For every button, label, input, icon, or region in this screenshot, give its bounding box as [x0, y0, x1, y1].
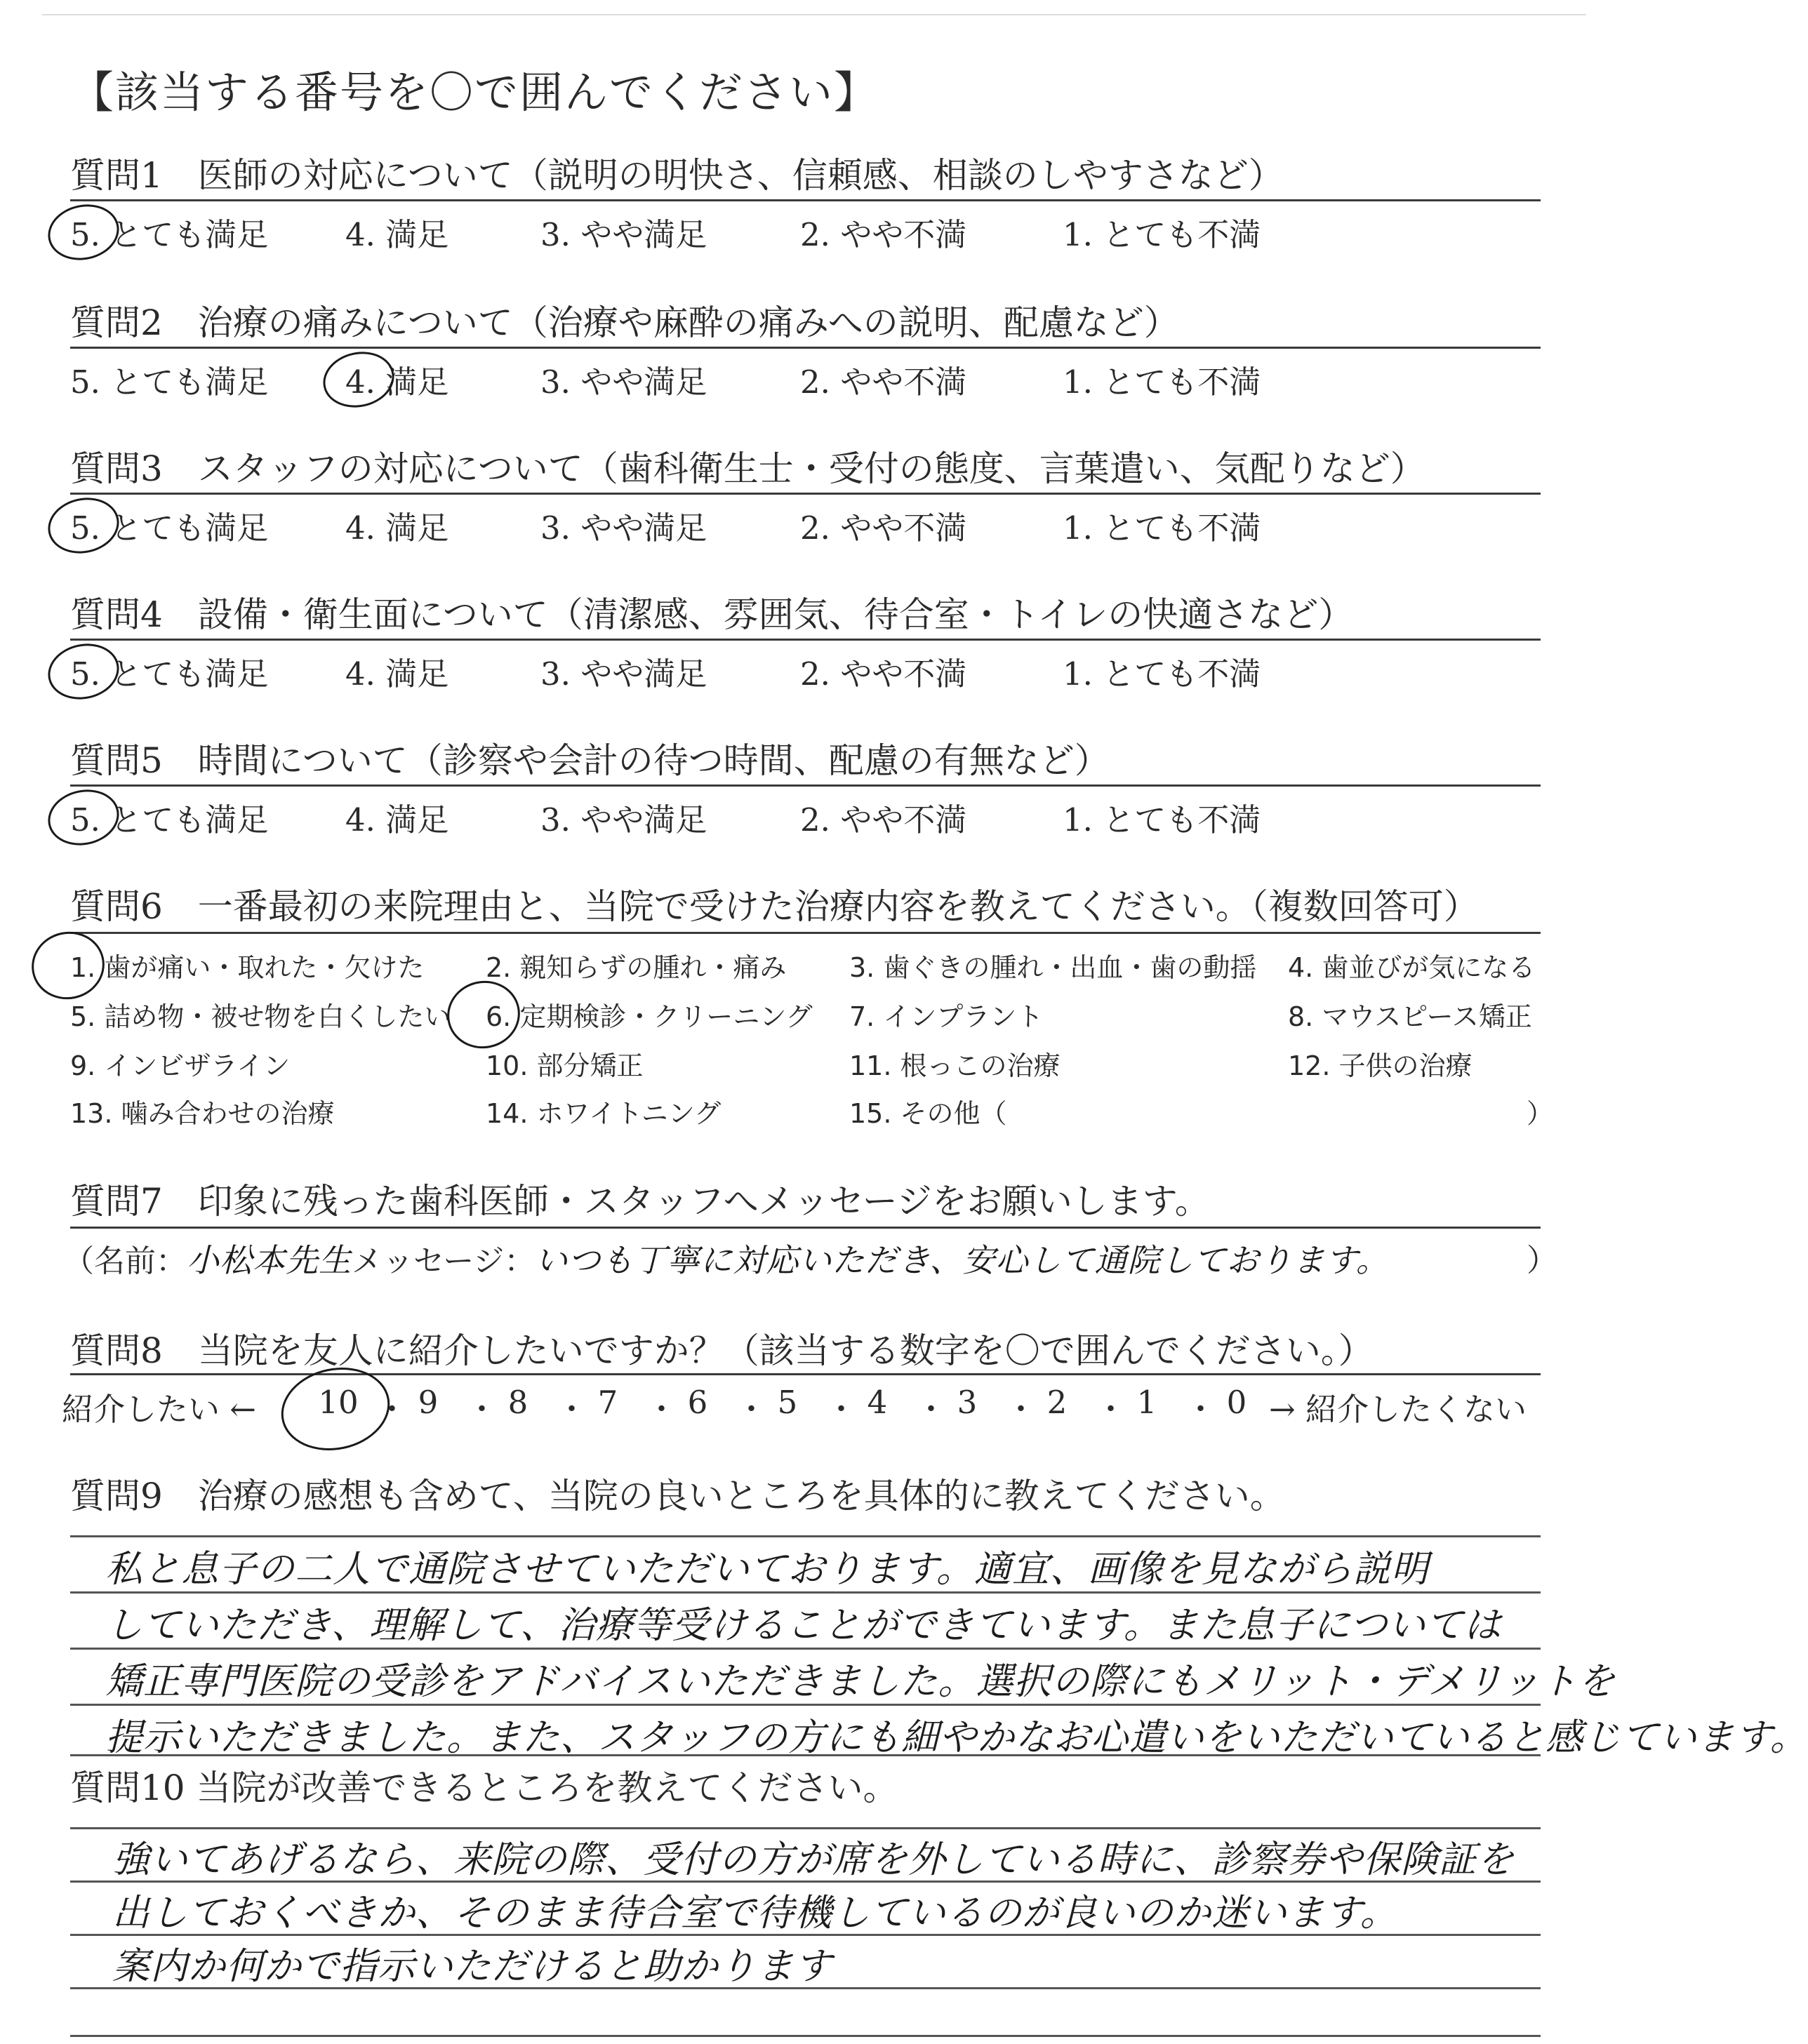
q8-right-label: → 紹介したくない: [1269, 1391, 1527, 1428]
q10-title: 質問10 当院が改善できるところを教えてください。: [70, 1768, 898, 1808]
q4-rule: [70, 639, 1541, 641]
q1-option-1[interactable]: 1. とても不満: [1063, 216, 1261, 253]
q1-option-5[interactable]: 5. とても満足: [70, 216, 269, 253]
q8-scale-separator: ・: [825, 1391, 858, 1428]
q8-rule: [70, 1373, 1541, 1375]
q6-option-8[interactable]: 8. マウスピース矯正: [1288, 1001, 1532, 1032]
q6-option-12[interactable]: 12. 子供の治療: [1288, 1050, 1473, 1081]
q9-answer-rule: [70, 1535, 1541, 1537]
q3-option-5[interactable]: 5. とても満足: [70, 509, 269, 547]
q8-scale-6[interactable]: 6: [687, 1384, 708, 1421]
q6-selection-circle-1: [25, 925, 111, 1006]
q6-option-10[interactable]: 10. 部分矯正: [486, 1050, 644, 1081]
q8-scale-separator: ・: [1005, 1391, 1037, 1428]
q5-option-4[interactable]: 4. 満足: [345, 801, 449, 839]
q10-answer-line-2: 出しておくべきか、そのまま待合室で待機しているのが良いのか迷います。: [112, 1892, 1398, 1935]
q8-scale-3[interactable]: 3: [957, 1384, 978, 1421]
q6-other-close: ）: [1527, 1098, 1554, 1129]
q8-scale-10[interactable]: 10: [318, 1384, 359, 1421]
q10-answer-rule: [70, 1827, 1541, 1829]
q9-title: 質問9 治療の感想も含めて、当院の良いところを具体的に教えてください。: [70, 1476, 1285, 1516]
q1-option-4[interactable]: 4. 満足: [345, 216, 449, 253]
q6-rule: [70, 932, 1541, 934]
q7-name: 小松本先生: [187, 1241, 352, 1279]
q8-scale-separator: ・: [376, 1391, 408, 1428]
q8-scale-9[interactable]: 9: [418, 1384, 439, 1421]
q3-selection-circle: [43, 491, 124, 560]
q6-option-5[interactable]: 5. 詰め物・被せ物を白くしたい: [70, 1001, 451, 1032]
q4-option-2[interactable]: 2. やや不満: [800, 655, 967, 693]
q4-option-4[interactable]: 4. 満足: [345, 655, 449, 693]
q9-answer-line-2: していただき、理解して、治療等受けることができています。また息子については: [105, 1604, 1502, 1647]
q2-option-3[interactable]: 3. やや満足: [540, 363, 707, 401]
q6-option-2[interactable]: 2. 親知らずの腫れ・痛み: [486, 952, 787, 983]
q8-scale-0[interactable]: 0: [1226, 1384, 1247, 1421]
q6-option-11[interactable]: 11. 根っこの治療: [849, 1050, 1061, 1081]
q1-option-3[interactable]: 3. やや満足: [540, 216, 707, 253]
q6-option-9[interactable]: 9. インビザライン: [70, 1050, 291, 1081]
q2-title: 質問2 治療の痛みについて（治療や麻酔の痛みへの説明、配慮など）: [70, 302, 1179, 343]
q4-option-3[interactable]: 3. やや満足: [540, 655, 707, 693]
q6-option-3[interactable]: 3. 歯ぐきの腫れ・出血・歯の動揺: [849, 952, 1257, 983]
q1-rule: [70, 199, 1541, 201]
q8-scale-7[interactable]: 7: [597, 1384, 618, 1421]
q6-option-6[interactable]: 6. 定期検診・クリーニング: [486, 1001, 813, 1032]
q8-scale-separator: ・: [736, 1391, 768, 1428]
q8-scale-8[interactable]: 8: [507, 1384, 529, 1421]
q6-selection-circle-6: [441, 974, 526, 1055]
q2-option-5[interactable]: 5. とても満足: [70, 363, 269, 401]
q8-scale-1[interactable]: 1: [1136, 1384, 1157, 1421]
q3-option-4[interactable]: 4. 満足: [345, 509, 449, 547]
q7-message-label: メッセージ：: [352, 1243, 536, 1279]
q8-scale-separator: ・: [1185, 1391, 1217, 1428]
q3-option-1[interactable]: 1. とても不満: [1063, 509, 1261, 547]
q5-option-2[interactable]: 2. やや不満: [800, 801, 967, 839]
q6-option-13[interactable]: 13. 噛み合わせの治療: [70, 1098, 335, 1129]
q3-rule: [70, 493, 1541, 495]
page-top-border: [42, 14, 1586, 15]
q1-option-2[interactable]: 2. やや不満: [800, 216, 967, 253]
q10-answer-line-1: 強いてあげるなら、来院の際、受付の方が席を外している時に、診察券や保険証を: [112, 1838, 1515, 1881]
q2-rule: [70, 347, 1541, 349]
q7-close: ）: [1527, 1243, 1557, 1278]
q8-scale-separator: ・: [556, 1391, 588, 1428]
q10-answer-rule: [70, 2035, 1541, 2037]
q2-option-4[interactable]: 4. 満足: [345, 363, 449, 401]
q6-title: 質問6 一番最初の来院理由と、当院で受けた治療内容を教えてください。（複数回答可）: [70, 886, 1479, 927]
q7-label-open: （名前：: [63, 1243, 187, 1279]
q7-title: 質問7 印象に残った歯科医師・スタッフへメッセージをお願いします。: [70, 1181, 1210, 1222]
q3-option-2[interactable]: 2. やや不満: [800, 509, 967, 547]
q4-option-5[interactable]: 5. とても満足: [70, 655, 269, 693]
q6-option-4[interactable]: 4. 歯並びが気になる: [1288, 952, 1536, 983]
q1-title: 質問1 医師の対応について（説明の明快さ、信頼感、相談のしやすさなど）: [70, 155, 1284, 196]
q6-option-7[interactable]: 7. インプラント: [849, 1001, 1044, 1032]
q9-answer-line-3: 矯正専門医院の受診をアドバイスいただきました。選択の際にもメリット・デメリットを: [105, 1660, 1616, 1703]
q5-option-3[interactable]: 3. やや満足: [540, 801, 707, 839]
q6-option-1[interactable]: 1. 歯が痛い・取れた・欠けた: [70, 952, 425, 983]
q7-rule: [70, 1227, 1541, 1229]
q5-rule: [70, 784, 1541, 787]
q9-answer-line-1: 私と息子の二人で通院させていただいております。適宜、画像を見ながら説明: [105, 1548, 1429, 1591]
q6-option-15[interactable]: 15. その他（: [849, 1098, 1007, 1129]
q5-title: 質問5 時間について（診察や会計の待つ時間、配慮の有無など）: [70, 740, 1110, 781]
q4-option-1[interactable]: 1. とても不満: [1063, 655, 1261, 693]
q8-scale-2[interactable]: 2: [1046, 1384, 1068, 1421]
q8-scale-separator: ・: [466, 1391, 498, 1428]
q6-option-14[interactable]: 14. ホワイトニング: [486, 1098, 722, 1129]
q4-title: 質問4 設備・衛生面について（清潔感、雰囲気、待合室・トイレの快適さなど）: [70, 594, 1354, 635]
q3-title: 質問3 スタッフの対応について（歯科衛生士・受付の態度、言葉遣い、気配りなど）: [70, 448, 1425, 489]
q9-answer-line-4: 提示いただきました。また、スタッフの方にも細やかなお心遣いをいただいていると感じています。: [105, 1716, 1808, 1759]
q5-option-5[interactable]: 5. とても満足: [70, 801, 269, 839]
q1-selection-circle: [43, 198, 124, 267]
q2-option-2[interactable]: 2. やや不満: [800, 363, 967, 401]
q7-answer-row: [63, 1235, 1389, 1281]
q5-option-1[interactable]: 1. とても不満: [1063, 801, 1261, 839]
q8-scale-4[interactable]: 4: [867, 1384, 888, 1421]
q10-answer-line-3: 案内か何かで指示いただけると助かります: [112, 1945, 832, 1988]
q8-scale-separator: ・: [1095, 1391, 1127, 1428]
q4-selection-circle: [43, 637, 124, 706]
q3-option-3[interactable]: 3. やや満足: [540, 509, 707, 547]
q2-selection-circle: [318, 345, 399, 414]
page-heading: 【該当する番号を〇で囲んでください】: [70, 67, 879, 118]
q7-message: いつも丁寧に対応いただき、安心して通院しております。: [535, 1241, 1389, 1279]
q5-selection-circle: [43, 783, 124, 852]
q8-left-label: 紹介したい ←: [62, 1391, 257, 1428]
q8-title: 質問8 当院を友人に紹介したいですか？（該当する数字を〇で囲んでください。）: [70, 1330, 1374, 1371]
q8-scale-5[interactable]: 5: [777, 1384, 798, 1421]
q2-option-1[interactable]: 1. とても不満: [1063, 363, 1261, 401]
q8-scale-separator: ・: [915, 1391, 948, 1428]
q8-scale-separator: ・: [646, 1391, 678, 1428]
